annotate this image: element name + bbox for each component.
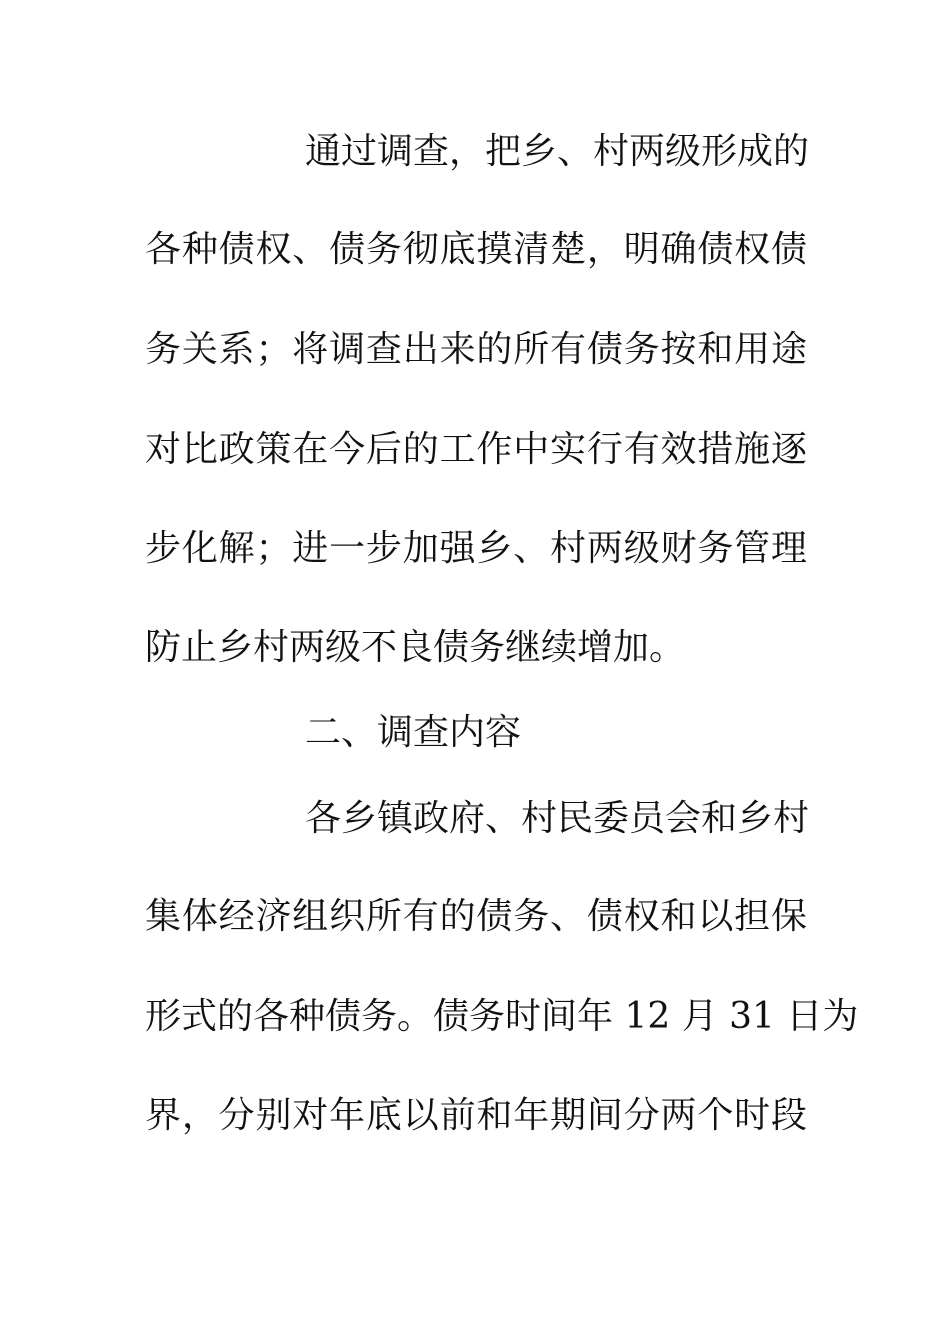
paragraph-2-line-1: 各乡镇政府、村民委员会和乡村 — [305, 798, 810, 839]
paragraph-2-line-2: 集体经济组织所有的债务、债权和以担保 — [145, 896, 807, 937]
paragraph-1-line-2: 各种债权、债务彻底摸清楚，明确债权债 — [145, 229, 807, 270]
paragraph-1-line-4: 对比政策在今后的工作中实行有效措施逐 — [145, 429, 807, 470]
paragraph-1-line-1: 通过调查，把乡、村两级形成的 — [305, 131, 810, 172]
paragraph-1-line-3: 务关系；将调查出来的所有债务按和用途 — [145, 329, 807, 370]
section-heading: 二、调查内容 — [305, 712, 522, 753]
paragraph-1-line-6: 防止乡村两级不良债务继续增加。 — [145, 627, 686, 668]
paragraph-1-line-5: 步化解；进一步加强乡、村两级财务管理 — [145, 528, 807, 569]
paragraph-2-line-4: 界，分别对年底以前和年期间分两个时段 — [145, 1095, 807, 1136]
paragraph-2-line-3: 形式的各种债务。债务时间年 12 月 31 日为 — [145, 996, 859, 1037]
